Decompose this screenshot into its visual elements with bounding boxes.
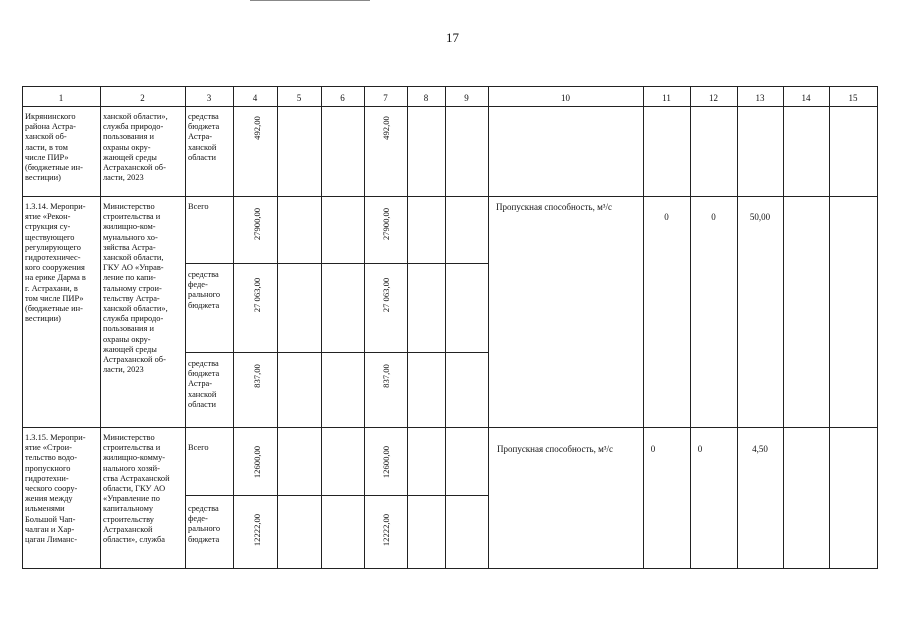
col-header-11: 11 — [662, 93, 671, 103]
col-header-14: 14 — [801, 93, 811, 103]
row2-source-1: Всего — [188, 202, 209, 211]
row3-source-2-col7: 12222,00 — [381, 513, 391, 547]
row3-measure-name: 1.3.15. Меропри- ятие «Строи- тельство водо- пропускного гидротехни- ческого соору- жения между ильменями Большой Чап- чалган и Хар- цаган Лиманс- — [25, 433, 86, 545]
row2-measure-name: 1.3.14. Меропри- ятие «Рекон- струкция су- ществующего регулирующего гидротехничес- кого сооружения на ерике Дарма в г. Астрахани, в том числе ПИР» (бюджетные ин- вестиции) — [25, 202, 86, 324]
row2-source-2-col7: 27 063,00 — [381, 277, 391, 313]
row3-source-2: средства феде- рального бюджета — [188, 504, 221, 544]
top-rule — [250, 0, 370, 1]
row2-source-3-col4: 837,00 — [252, 364, 262, 388]
row3-col11: 0 — [650, 444, 656, 454]
col-header-2: 2 — [140, 93, 145, 103]
col-header-7: 7 — [383, 93, 388, 103]
col-header-6: 6 — [340, 93, 345, 103]
row2-source-1-col4: 27900,00 — [252, 207, 262, 241]
row3-col12: 0 — [697, 444, 703, 454]
row2-col11: 0 — [664, 212, 669, 222]
row2-source-1-col7: 27900,00 — [381, 207, 391, 241]
row1-executor: ханской области», служба природо- пользования и охраны окру- жающей среды Астраханской об- ласти, 2023 — [103, 112, 168, 183]
col-header-12: 12 — [709, 93, 718, 103]
row2-source-2-col4: 27 063,00 — [252, 277, 262, 313]
col-header-13: 13 — [755, 93, 765, 103]
row3-executor: Министерство строительства и жилищно-комму- нального хозяй- ства Астраханской области, ГКУ АО «Управление по капитальному строительству Астраханской области», служба — [103, 433, 170, 545]
row2-col12: 0 — [711, 212, 716, 222]
row3-source-2-col4: 12222,00 — [252, 513, 262, 547]
col-header-4: 4 — [252, 93, 258, 103]
row1-measure-name: Икрянинского района Астра- ханской об- ласти, в том числе ПИР» (бюджетные ин- вестиции) — [25, 112, 83, 183]
row2-source-2: средства феде- рального бюджета — [188, 270, 221, 310]
row2-source-3: средства бюджета Астра- ханской области — [188, 359, 220, 409]
row2-executor: Министерство строительства и жилищно-ком- мунального хо- зяйства Астра- ханской области, ГКУ АО «Управ- ление по капи- тальному строи- тельству Астра- ханской области», служба природо- пользования и охраны окру- жающей среды Астраханской об- ласти, 2023 — [103, 202, 168, 375]
row1-source-1-col7: 492,00 — [381, 116, 391, 140]
col-header-3: 3 — [206, 93, 212, 103]
col-header-9: 9 — [464, 93, 469, 103]
col-header-10: 10 — [561, 93, 570, 103]
col-header-1: 1 — [58, 93, 64, 103]
row3-source-1-col4: 12600,00 — [252, 445, 262, 479]
row3-col13: 4,50 — [752, 444, 768, 454]
row3-indicator: Пропускная способность, м³/с — [497, 444, 613, 454]
row2-col13: 50,00 — [749, 212, 771, 222]
row2-source-3-col7: 837,00 — [381, 364, 391, 388]
col-header-15: 15 — [848, 93, 858, 103]
row3-source-1-col7: 12600,00 — [381, 445, 391, 479]
row1-source-1-col4: 492,00 — [252, 116, 262, 140]
row2-indicator: Пропускная способность, м³/с — [496, 202, 612, 212]
col-header-8: 8 — [423, 93, 429, 103]
row3-source-1: Всего — [188, 443, 209, 452]
row1-source-1: средства бюджета Астра- ханской области — [188, 112, 220, 162]
col-header-5: 5 — [296, 93, 302, 103]
page-number: 17 — [446, 30, 459, 45]
